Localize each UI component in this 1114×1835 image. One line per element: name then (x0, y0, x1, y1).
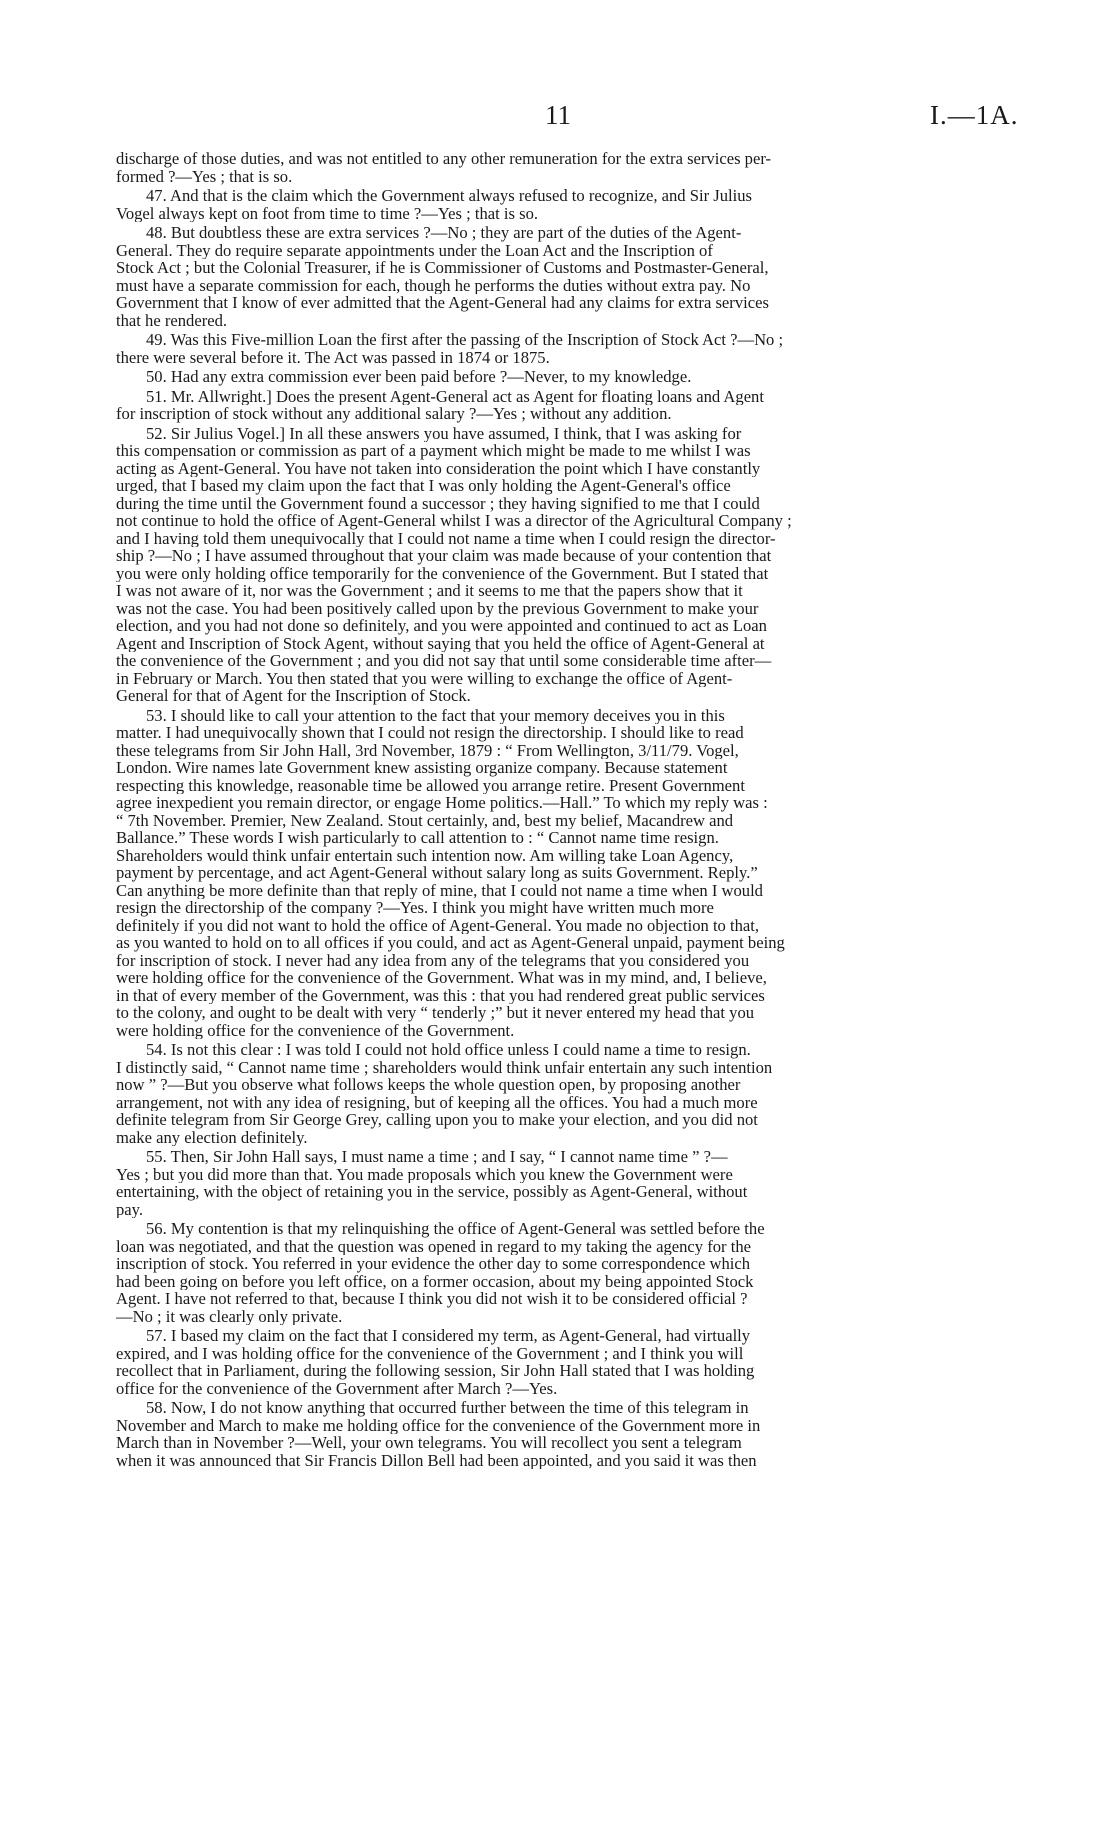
text-line: “ 7th November. Premier, New Zealand. Stout certainly, and, best my belief, Macandrew and (116, 811, 734, 829)
text-line: Can anything be more definite than that reply of mine, that I could not name a time when I would (116, 881, 763, 899)
text-line: ship ?—No ; I have assumed throughout that your claim was made because of your contention that (116, 547, 772, 565)
text-line: during the time until the Government found a successor ; they having signified to me that I could (116, 494, 760, 512)
text-line: were holding office for the convenience of the Government. What was in my mind, and, I believe, (116, 969, 767, 987)
text-line: I was not aware of it, nor was the Government ; and it seems to me that the papers show that it (116, 582, 743, 600)
paragraph-p51 (116, 388, 1002, 423)
paragraph-p55 (116, 1148, 1002, 1218)
text-line: Yes ; but you did more than that. You made proposals which you knew the Government were (116, 1165, 733, 1183)
text-line: payment by percentage, and act Agent-General without salary long as suits Government. Reply.” (116, 864, 758, 882)
text-line: discharge of those duties, and was not entitled to any other remuneration for the extra services per- (116, 150, 772, 168)
text-line: 55. Then, Sir John Hall says, I must name a time ; and I say, “ I cannot name time ” ?— (146, 1148, 728, 1166)
text-line: I distinctly said, “ Cannot name time ; shareholders would think unfair entertain any such intention (116, 1058, 773, 1076)
text-line: in February or March. You then stated that you were willing to exchange the office of Agent- (116, 669, 733, 687)
paragraph-p-cont (116, 150, 1002, 185)
text-line: resign the directorship of the company ?—Yes. I think you might have written much more (116, 899, 714, 917)
text-line: respecting this knowledge, reasonable time be allowed you arrange retire. Present Government (116, 776, 745, 794)
text-line: urged, that I based my claim upon the fact that I was only holding the Agent-General's office (116, 477, 731, 495)
text-line: 57. I based my claim on the fact that I considered my term, as Agent-General, had virtually (146, 1327, 751, 1345)
text-line: office for the convenience of the Government after March ?—Yes. (116, 1379, 558, 1397)
text-line: and I having told them unequivocally that I could not name a time when I could resign the director- (116, 529, 776, 547)
text-line: General. They do require separate appointments under the Loan Act and the Inscription of (116, 241, 713, 259)
text-line: 51. Mr. Allwright.] Does the present Agent-General act as Agent for floating loans and Agent (146, 387, 764, 405)
text-line: 52. Sir Julius Vogel.] In all these answers you have assumed, I think, that I was asking for (146, 424, 742, 442)
text-line: General for that of Agent for the Inscription of Stock. (116, 687, 471, 705)
text-line: not continue to hold the office of Agent-General whilst I was a director of the Agricultural Company ; (116, 512, 792, 530)
text-line: 53. I should like to call your attention to the fact that your memory deceives you in this (146, 706, 725, 724)
text-line: loan was negotiated, and that the question was opened in regard to my taking the agency for the (116, 1237, 751, 1255)
text-line: Shareholders would think unfair entertain such intention now. Am willing take Loan Agency, (116, 846, 734, 864)
text-line: election, and you had not done so definitely, and you were appointed and continued to act as Loan (116, 617, 767, 635)
paragraph-p52 (116, 425, 1002, 705)
text-line: for inscription of stock without any additional salary ?—Yes ; without any addition. (116, 405, 672, 423)
text-line: there were several before it. The Act was passed in 1874 or 1875. (116, 348, 550, 366)
paragraph-p53 (116, 707, 1002, 1040)
document-reference: I.—1A. (930, 100, 1019, 130)
text-line: recollect that in Parliament, during the following session, Sir John Hall stated that I was holding (116, 1362, 755, 1380)
text-line: Stock Act ; but the Colonial Treasurer, if he is Commissioner of Customs and Postmaster-General, (116, 259, 769, 277)
text-line: 48. But doubtless these are extra services ?—No ; they are part of the duties of the Agent- (146, 224, 742, 242)
text-line: to the colony, and ought to be dealt with very “ tenderly ;” but it never entered my head that you (116, 1004, 755, 1022)
text-line: Vogel always kept on foot from time to time ?—Yes ; that is so. (116, 204, 539, 222)
text-line: had been going on before you left office, on a former occasion, about my being appointed Stock (116, 1272, 754, 1290)
text-line: Agent. I have not referred to that, because I think you did not wish it to be considered official ? (116, 1290, 748, 1308)
text-line: was not the case. You had been positively called upon by the previous Government to make your (116, 599, 759, 617)
text-line: 49. Was this Five-million Loan the first after the passing of the Inscription of Stock Act ?—No ; (146, 331, 784, 349)
text-line: London. Wire names late Government knew assisting organize company. Because statement (116, 759, 728, 777)
text-line: matter. I had unequivocally shown that I could not resign the directorship. I should like to read (116, 724, 744, 742)
text-line: must have a separate commission for each, though he performs the duties without extra pay. No (116, 276, 751, 294)
paragraph-p49 (116, 331, 1002, 366)
text-line: this compensation or commission as part of a payment which might be made to me whilst I was (116, 442, 751, 460)
text-line: November and March to make me holding office for the convenience of the Government more in (116, 1416, 761, 1434)
paragraph-p56 (116, 1220, 1002, 1325)
text-line: 47. And that is the claim which the Government always refused to recognize, and Sir Julius (146, 187, 752, 205)
text-line: inscription of stock. You referred in your evidence the other day to some correspondence which (116, 1255, 751, 1273)
text-line: were holding office for the convenience of the Government. (116, 1021, 515, 1039)
text-line: Agent and Inscription of Stock Agent, without saying that you held the office of Agent-General at (116, 634, 765, 652)
text-line: the convenience of the Government ; and you did not say that until some considerable time after— (116, 652, 772, 670)
text-line: agree inexpedient you remain director, or engage Home politics.—Hall.” To which my reply was : (116, 794, 768, 812)
text-line: in that of every member of the Government, was this : that you had rendered great public services (116, 986, 765, 1004)
text-line: arrangement, not with any idea of resigning, but of keeping all the offices. You had a much more (116, 1093, 758, 1111)
paragraph-p48 (116, 224, 1002, 329)
text-line: 54. Is not this clear : I was told I could not hold office unless I could name a time to resign. (146, 1041, 751, 1059)
text-line: 56. My contention is that my relinquishing the office of Agent-General was settled before the (146, 1220, 765, 1238)
page-number: 11 (545, 100, 571, 130)
text-line: now ” ?—But you observe what follows keeps the whole question open, by proposing another (116, 1076, 741, 1094)
paragraph-p57 (116, 1327, 1002, 1397)
text-line: formed ?—Yes ; that is so. (116, 167, 293, 185)
text-line: acting as Agent-General. You have not taken into consideration the point which I have constantly (116, 459, 761, 477)
text-line: 58. Now, I do not know anything that occurred further between the time of this telegram in (146, 1399, 749, 1417)
text-line: definite telegram from Sir George Grey, calling upon you to make your election, and you did not (116, 1111, 758, 1129)
text-line: entertaining, with the object of retaining you in the service, possibly as Agent-General, without (116, 1183, 748, 1201)
text-line: 50. Had any extra commission ever been paid before ?—Never, to my knowledge. (146, 368, 692, 386)
paragraph-p54 (116, 1041, 1002, 1146)
text-line: definitely if you did not want to hold the office of Agent-General. You made no objection to that, (116, 916, 760, 934)
paragraph-p47 (116, 187, 1002, 222)
body-text (116, 150, 1002, 1471)
paragraph-p50 (116, 368, 1002, 386)
text-line: as you wanted to hold on to all offices if you could, and act as Agent-General unpaid, payment being (116, 934, 785, 952)
text-line: Ballance.” These words I wish particularly to call attention to : “ Cannot name time resign. (116, 829, 719, 847)
text-line: these telegrams from Sir John Hall, 3rd November, 1879 : “ From Wellington, 3/11/79. Vogel, (116, 741, 739, 759)
text-line: —No ; it was clearly only private. (116, 1307, 343, 1325)
paragraph-p58 (116, 1399, 1002, 1469)
text-line: for inscription of stock. I never had any idea from any of the telegrams that you considered you (116, 951, 750, 969)
text-line: pay. (116, 1200, 144, 1218)
text-line: Government that I know of ever admitted that the Agent-General had any claims for extra services (116, 294, 769, 312)
text-line: March than in November ?—Well, your own telegrams. You will recollect you sent a telegram (116, 1434, 742, 1452)
text-line: when it was announced that Sir Francis Dillon Bell had been appointed, and you said it was then (116, 1451, 757, 1469)
text-line: that he rendered. (116, 311, 228, 329)
text-line: you were only holding office temporarily for the convenience of the Government. But I stated that (116, 564, 769, 582)
text-line: expired, and I was holding office for the convenience of the Government ; and I think you will (116, 1344, 744, 1362)
text-line: make any election definitely. (116, 1128, 308, 1146)
